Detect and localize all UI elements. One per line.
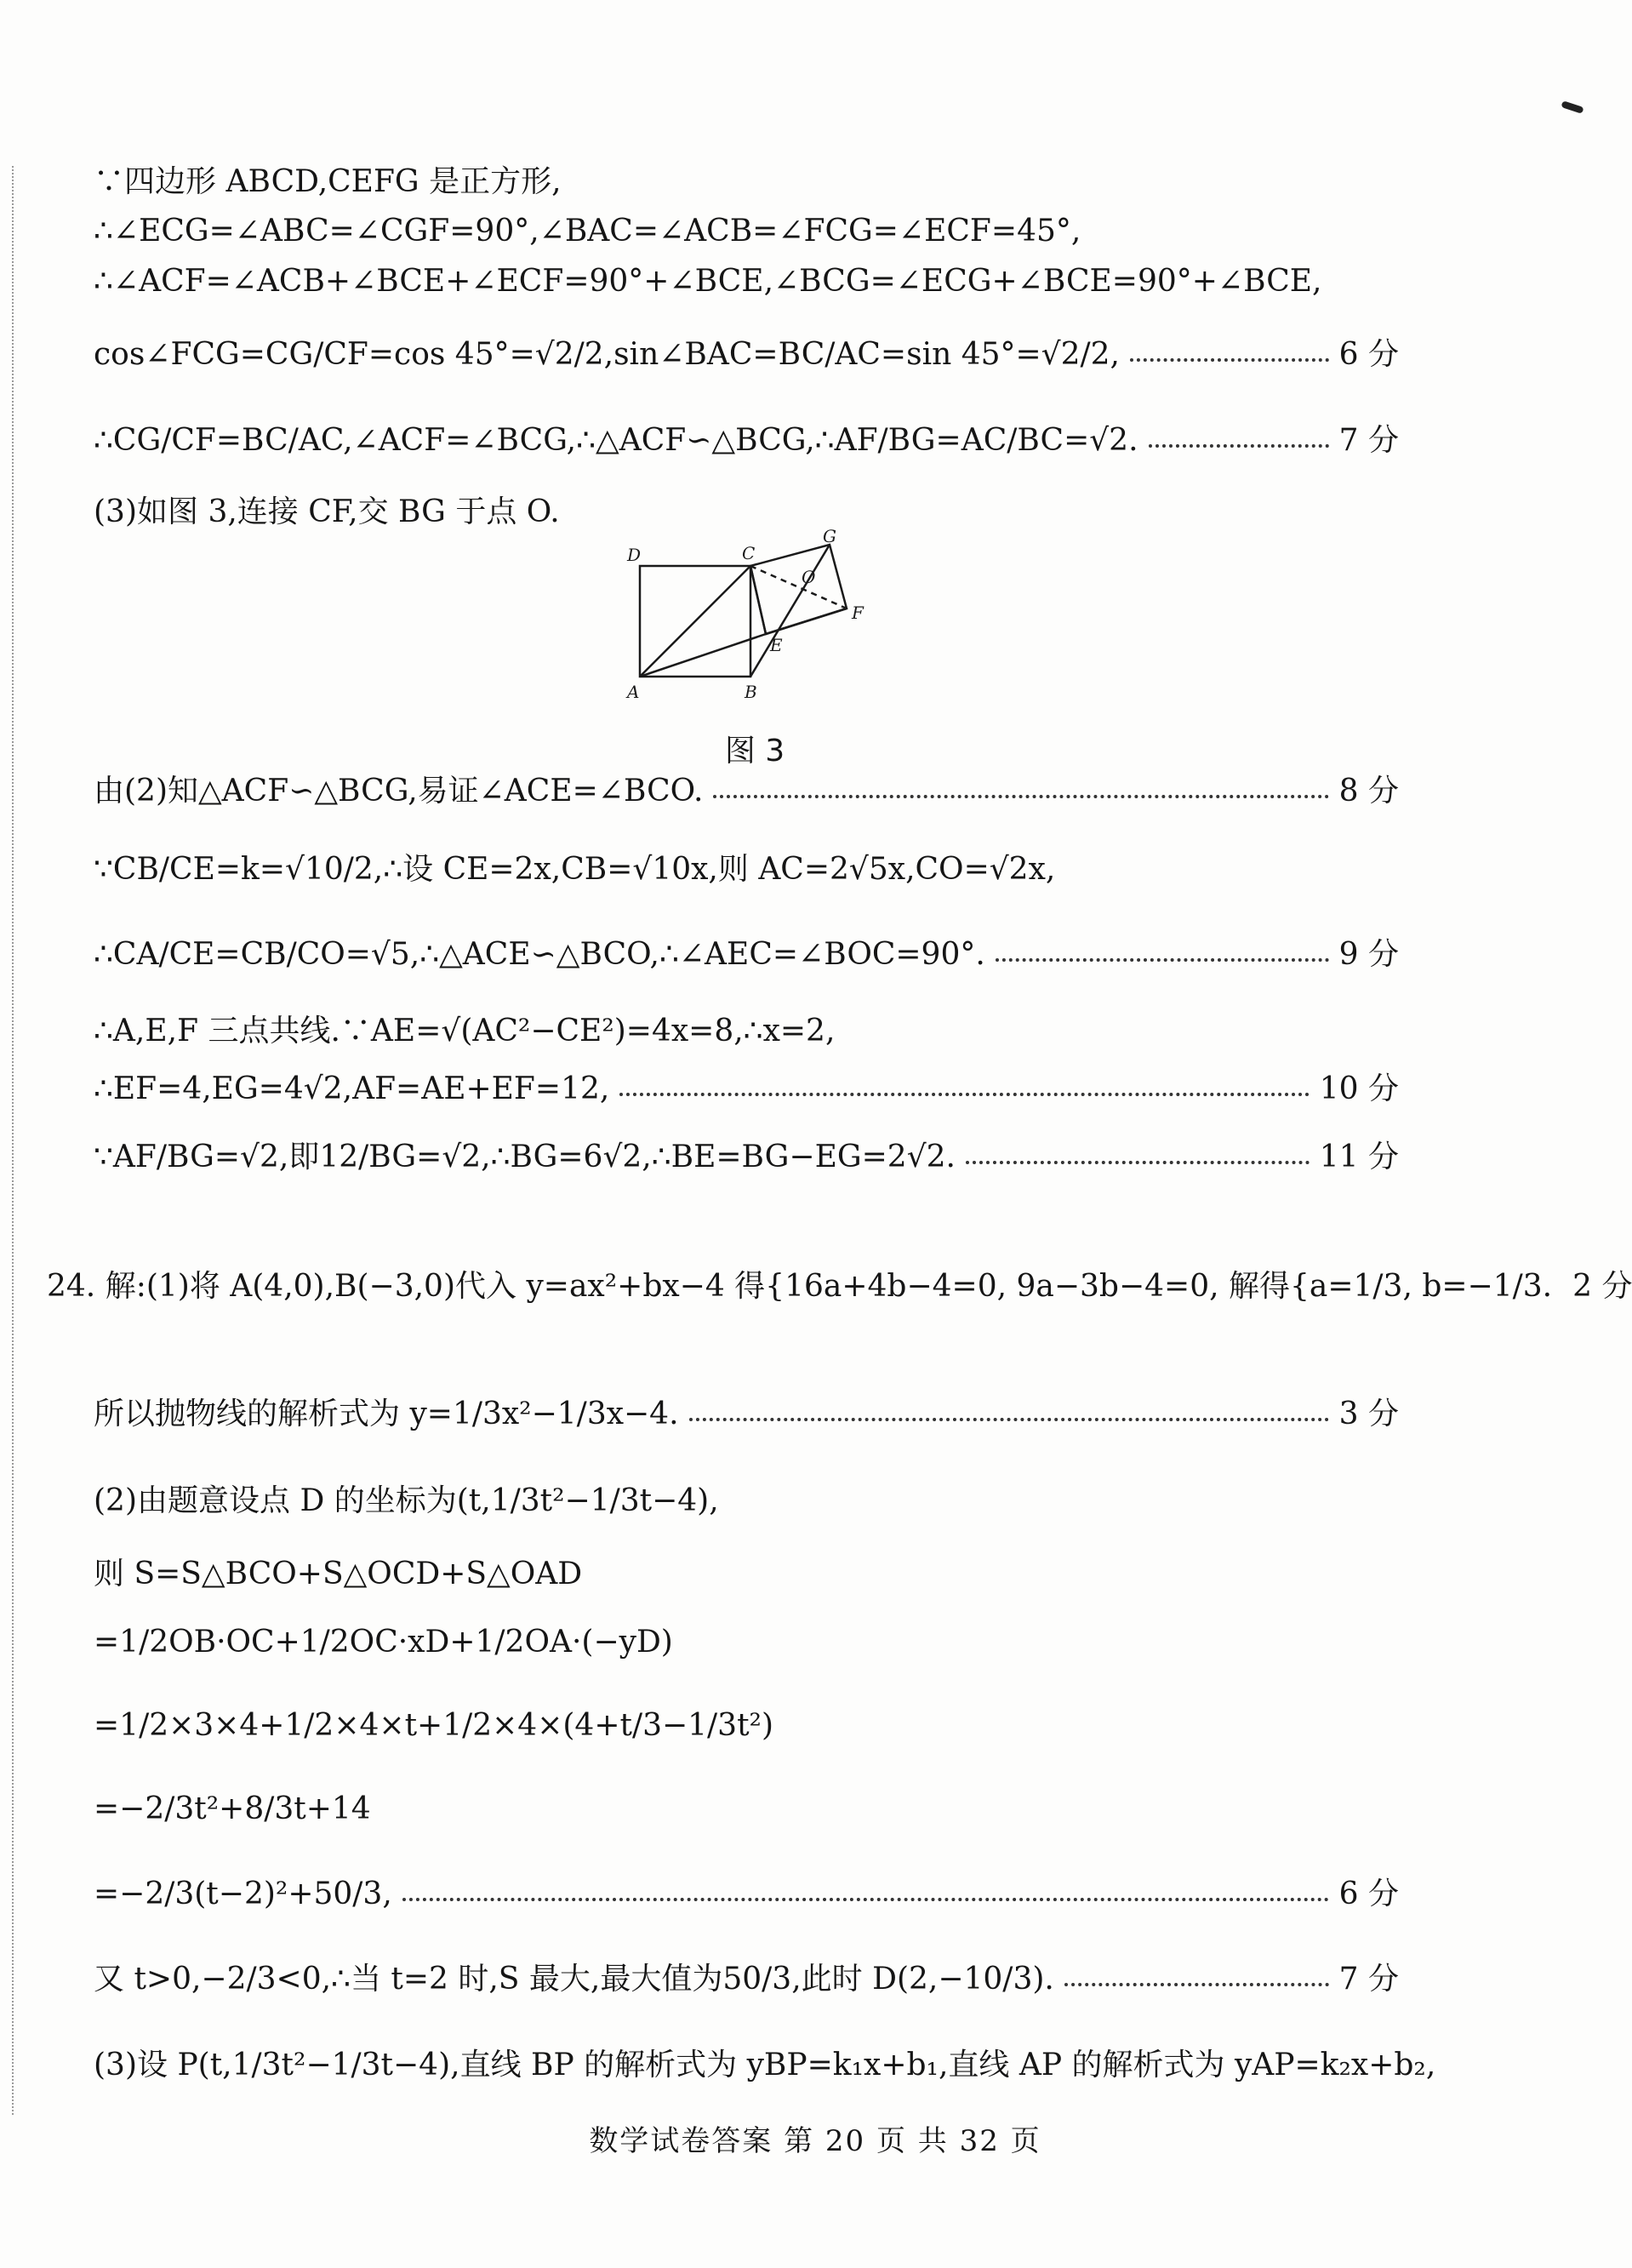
- solution-line: [94, 263, 1399, 300]
- line-text: ∴∠ECG=∠ABC=∠CGF=90°,∠BAC=∠ACB=∠FCG=∠ECF=45°,: [94, 214, 1081, 249]
- line-text: ∵CB/CE=k=√10/2,∴设 CE=2x,CB=√10x,则 AC=2√5x,CO=√2x,: [94, 852, 1056, 887]
- line-text: 则 S=S△BCO+S△OCD+S△OAD: [94, 1557, 583, 1591]
- line-text: 所以抛物线的解析式为 y=1/3x²−1/3x−4.: [94, 1397, 679, 1431]
- score-mark: 6 分: [1338, 1877, 1399, 1911]
- line-text: ∵AF/BG=√2,即12/BG=√2,∴BG=6√2,∴BE=BG−EG=2√2.: [94, 1140, 956, 1174]
- solution-line: [94, 1482, 1399, 1520]
- segment-ce: [750, 566, 766, 634]
- solution-line: [94, 1876, 1399, 1913]
- dot-leader: [996, 958, 1329, 962]
- solution-line: [94, 936, 1399, 974]
- solution-line: [94, 1791, 1399, 1828]
- label-d: D: [627, 545, 642, 565]
- label-c: C: [742, 543, 756, 563]
- scan-mark: [1561, 100, 1583, 114]
- line-text: 24. 解:(1)将 A(4,0),B(−3,0)代入 y=ax²+bx−4 得{16a+4b−4=0, 9a−3b−4=0, 解得{a=1/3, b=−1/3.: [47, 1269, 1553, 1304]
- label-o: O: [802, 567, 816, 587]
- dot-leader: [713, 795, 1328, 798]
- dot-leader: [966, 1161, 1310, 1164]
- solution-line: [94, 1961, 1399, 1998]
- label-a: A: [627, 682, 640, 702]
- dot-leader: [402, 1898, 1329, 1901]
- score-mark: 3 分: [1338, 1397, 1399, 1431]
- segment-ae: [640, 634, 766, 677]
- square-cefg: [750, 545, 847, 634]
- line-text: =1/2×3×4+1/2×4×t+1/2×4×(4+t/3−1/3t²): [94, 1708, 774, 1743]
- score-mark: 11 分: [1319, 1140, 1399, 1174]
- score-mark: 8 分: [1338, 774, 1399, 808]
- line-text: ∴CG/CF=BC/AC,∠ACF=∠BCG,∴△ACF∽△BCG,∴AF/BG=AC/BC=√2.: [94, 423, 1138, 458]
- solution-line: [94, 494, 1399, 531]
- dashed-cf: [750, 566, 847, 608]
- score-mark: 6 分: [1338, 337, 1399, 372]
- score-mark: 10 分: [1319, 1071, 1399, 1106]
- solution-line: [94, 1396, 1399, 1433]
- dot-leader: [1130, 358, 1329, 362]
- solution-line: [94, 2047, 1436, 2084]
- solution-line: [94, 851, 1399, 888]
- label-g: G: [823, 526, 836, 546]
- line-text: ∵四边形 ABCD,CEFG 是正方形,: [94, 164, 562, 199]
- solution-line: [94, 213, 1399, 250]
- dot-leader: [619, 1093, 1309, 1096]
- score-mark: 7 分: [1338, 1962, 1399, 1997]
- line-text: (3)如图 3,连接 CF,交 BG 于点 O.: [94, 494, 560, 529]
- geometry-figure: [627, 526, 882, 768]
- segment-bg: [750, 545, 830, 677]
- label-f: F: [852, 603, 864, 623]
- solution-line: [94, 1013, 1399, 1050]
- line-text: =1/2OB·OC+1/2OC·xD+1/2OA·(−yD): [94, 1625, 673, 1660]
- line-text: ∴∠ACF=∠ACB+∠BCE+∠ECF=90°+∠BCE,∠BCG=∠ECG+∠BCE=90°+∠BCE,: [94, 264, 1322, 299]
- solution-line: [94, 1624, 1399, 1661]
- segment-ef: [766, 608, 847, 634]
- solution-line: [94, 336, 1399, 374]
- dot-leader: [1064, 1983, 1329, 1986]
- line-text: 由(2)知△ACF∽△BCG,易证∠ACE=∠BCO.: [94, 774, 704, 808]
- solution-line: [94, 1707, 1399, 1745]
- dot-leader: [689, 1418, 1329, 1421]
- score-mark: 2 分: [1572, 1269, 1632, 1304]
- line-text: (2)由题意设点 D 的坐标为(t,1/3t²−1/3t−4),: [94, 1483, 719, 1518]
- line-text: =−2/3t²+8/3t+14: [94, 1791, 371, 1826]
- page-footer: 数学试卷答案 第 20 页 共 32 页: [589, 2124, 1041, 2158]
- figure-3-diagram: [627, 526, 882, 723]
- label-b: B: [745, 682, 757, 702]
- margin-dotted-rule: [12, 166, 14, 2115]
- line-text: 又 t>0,−2/3<0,∴当 t=2 时,S 最大,最大值为50/3,此时 D(2,−10/3).: [94, 1962, 1054, 1997]
- line-text: (3)设 P(t,1/3t²−1/3t−4),直线 BP 的解析式为 yBP=k₁x+b₁,直线 AP 的解析式为 yAP=k₂x+b₂,: [94, 2048, 1436, 2082]
- solution-line: [94, 1071, 1399, 1108]
- line-text: ∴EF=4,EG=4√2,AF=AE+EF=12,: [94, 1071, 610, 1106]
- solution-line: [94, 163, 1399, 201]
- diagonal-ac: [640, 566, 750, 677]
- question-24-line: [47, 1268, 1632, 1305]
- solution-line: [94, 1139, 1399, 1176]
- line-text: =−2/3(t−2)²+50/3,: [94, 1877, 392, 1911]
- solution-line: [94, 1556, 1399, 1593]
- label-e: E: [770, 635, 783, 655]
- solution-line: [94, 422, 1399, 460]
- figure-caption: 图 3: [724, 734, 785, 768]
- line-text: ∴A,E,F 三点共线.∵AE=√(AC²−CE²)=4x=8,∴x=2,: [94, 1014, 836, 1048]
- score-mark: 7 分: [1338, 423, 1399, 458]
- line-text: cos∠FCG=CG/CF=cos 45°=√2/2,sin∠BAC=BC/AC=sin 45°=√2/2,: [94, 337, 1120, 372]
- score-mark: 9 分: [1338, 937, 1399, 972]
- line-text: ∴CA/CE=CB/CO=√5,∴△ACE∽△BCO,∴∠AEC=∠BOC=90°.: [94, 937, 985, 972]
- solution-line: [94, 773, 1399, 810]
- dot-leader: [1149, 444, 1329, 448]
